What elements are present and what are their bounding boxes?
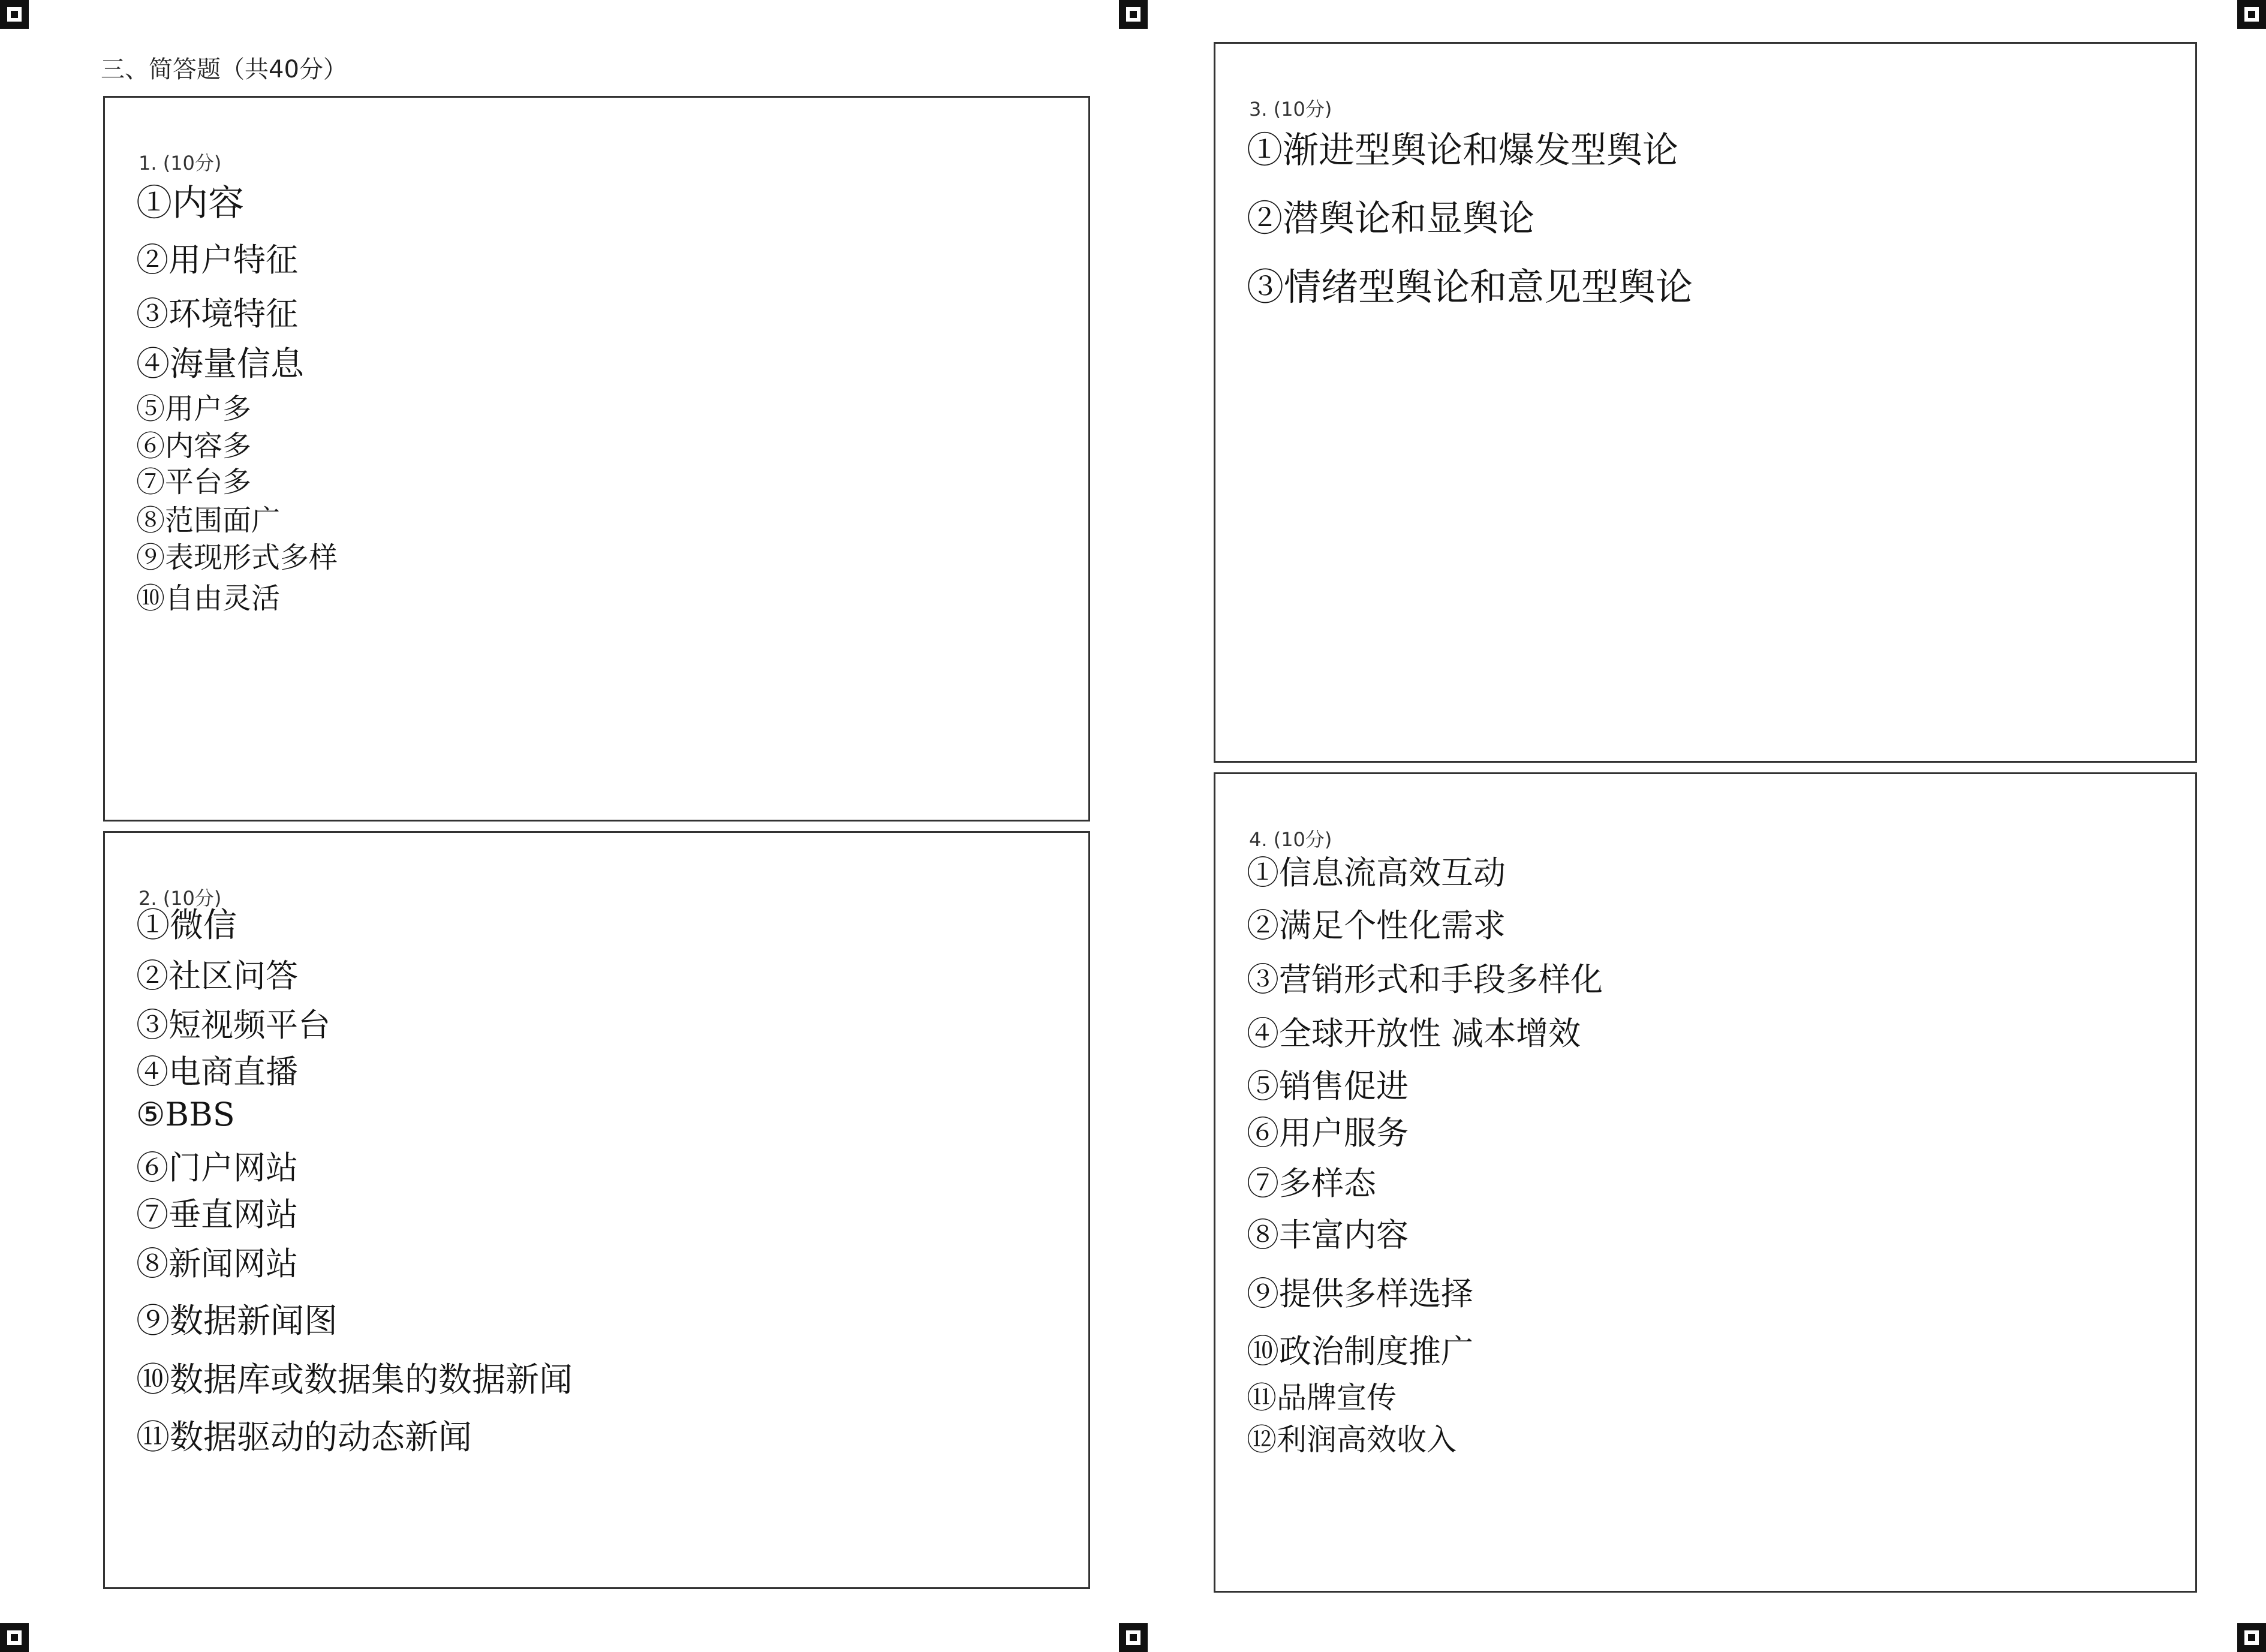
question-label-q1: 1. (10分) (139, 152, 222, 174)
registration-marker-bottom-right (2237, 1623, 2266, 1652)
answer-line: ⑨数据新闻图 (136, 1302, 338, 1341)
answer-line: ⑩自由灵活 (136, 582, 281, 615)
answer-line: ⑤BBS (136, 1096, 235, 1133)
answer-line: ②用户特征 (136, 241, 298, 279)
answer-line: ③情绪型舆论和意见型舆论 (1247, 265, 1693, 309)
answer-line: ⑦多样态 (1247, 1164, 1376, 1202)
answer-line: ⑫利润高效收入 (1247, 1422, 1457, 1457)
answer-line: ⑥用户服务 (1247, 1114, 1409, 1152)
registration-marker-top-right (2237, 0, 2266, 29)
answer-line: ⑪数据驱动的动态新闻 (136, 1418, 472, 1457)
answer-line: ④全球开放性 减本增效 (1247, 1015, 1581, 1052)
answer-box-q2 (103, 831, 1090, 1589)
registration-marker-bottom-middle (1119, 1623, 1148, 1652)
answer-line: ①信息流高效互动 (1247, 854, 1506, 892)
answer-line: ⑦平台多 (136, 465, 252, 499)
answer-line: ⑦垂直网站 (136, 1196, 298, 1233)
answer-line: ⑩政治制度推广 (1247, 1332, 1473, 1370)
answer-line: ⑪品牌宣传 (1247, 1380, 1397, 1415)
answer-line: ①微信 (136, 906, 237, 945)
registration-marker-top-left (0, 0, 29, 29)
answer-line: ②社区问答 (136, 957, 298, 995)
question-label-q3: 3. (10分) (1249, 98, 1332, 121)
question-label-q4: 4. (10分) (1249, 828, 1332, 851)
answer-line: ③短视频平台 (136, 1006, 330, 1044)
answer-line: ③营销形式和手段多样化 (1247, 961, 1603, 998)
answer-line: ⑥门户网站 (136, 1149, 298, 1187)
answer-line: ⑩数据库或数据集的数据新闻 (136, 1361, 573, 1400)
answer-line: ⑨提供多样选择 (1247, 1275, 1473, 1313)
answer-box-q1 (103, 96, 1090, 822)
answer-box-q3 (1214, 42, 2197, 763)
answer-line: ②潜舆论和显舆论 (1247, 198, 1534, 240)
answer-line: ⑤用户多 (136, 392, 252, 426)
answer-line: ⑧丰富内容 (1247, 1216, 1409, 1254)
answer-box-q4 (1214, 772, 2197, 1593)
answer-line: ②满足个性化需求 (1247, 907, 1506, 944)
answer-line: ③环境特征 (136, 295, 298, 333)
registration-marker-top-middle (1119, 0, 1148, 29)
answer-line: ①渐进型舆论和爆发型舆论 (1247, 130, 1678, 171)
question-label-q2: 2. (10分) (139, 887, 222, 910)
answer-line: ④电商直播 (136, 1053, 298, 1091)
answer-line: ⑥内容多 (136, 429, 252, 463)
answer-line: ①内容 (136, 182, 244, 224)
answer-line: ⑧新闻网站 (136, 1245, 298, 1283)
section-title: 三、简答题（共40分） (101, 56, 347, 83)
answer-line: ⑧范围面广 (136, 504, 281, 537)
answer-line: ⑨表现形式多样 (136, 541, 338, 574)
answer-line: ④海量信息 (136, 345, 304, 384)
registration-marker-bottom-left (0, 1623, 29, 1652)
answer-line: ⑤销售促进 (1247, 1067, 1409, 1105)
